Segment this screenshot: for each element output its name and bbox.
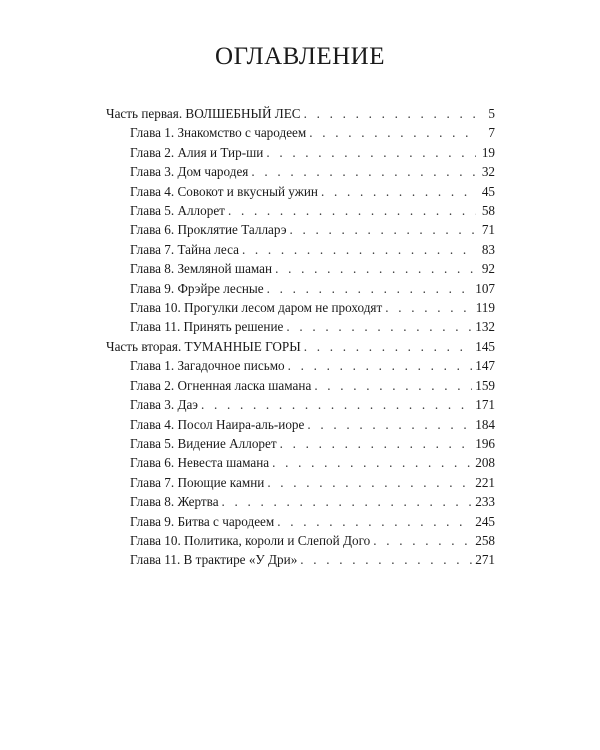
page-number: 196 bbox=[475, 435, 495, 451]
entry-title: Глава 5. Аллорет bbox=[130, 202, 225, 218]
page-number: 92 bbox=[481, 261, 495, 277]
entry-title: Глава 11. В трактире «У Дри» bbox=[130, 552, 298, 568]
toc-chapter-entry[interactable] bbox=[106, 473, 495, 492]
toc-chapter-entry[interactable] bbox=[106, 298, 495, 317]
page-number: 159 bbox=[475, 377, 495, 393]
dot-leader bbox=[242, 240, 476, 259]
dot-leader bbox=[267, 279, 473, 298]
page-number: 7 bbox=[488, 125, 495, 141]
dot-leader bbox=[309, 123, 476, 142]
entry-title: Глава 9. Фрэйре лесные bbox=[130, 280, 264, 296]
dot-leader bbox=[286, 317, 472, 336]
page-number: 208 bbox=[475, 455, 495, 471]
entry-title: Глава 10. Прогулки лесом даром не проходят bbox=[130, 299, 383, 315]
entry-title: Глава 4. Совокот и вкусный ужин bbox=[130, 183, 318, 199]
page-number: 171 bbox=[475, 397, 495, 413]
entry-title: Глава 4. Посол Наира-аль-иоре bbox=[130, 416, 305, 432]
entry-title: Глава 11. Принять решение bbox=[130, 319, 284, 335]
entry-title: Глава 5. Видение Аллорет bbox=[130, 435, 277, 451]
toc-chapter-entry[interactable] bbox=[106, 531, 495, 550]
toc-part-heading[interactable] bbox=[106, 104, 495, 123]
dot-leader bbox=[228, 201, 476, 220]
toc-chapter-entry[interactable] bbox=[106, 259, 495, 278]
dot-leader bbox=[300, 550, 472, 569]
entry-title: Глава 8. Земляной шаман bbox=[130, 261, 273, 277]
page-number: 132 bbox=[475, 319, 495, 335]
entry-title: Глава 10. Политика, короли и Слепой Дого bbox=[130, 532, 371, 548]
toc-chapter-entry[interactable] bbox=[106, 240, 495, 259]
dot-leader bbox=[251, 162, 476, 181]
page-number: 221 bbox=[475, 474, 495, 490]
toc-chapter-entry[interactable] bbox=[106, 376, 495, 395]
toc-chapter-entry[interactable] bbox=[106, 356, 495, 375]
dot-leader bbox=[314, 376, 472, 395]
entry-title: Глава 1. Загадочное письмо bbox=[130, 358, 285, 374]
dot-leader bbox=[321, 182, 476, 201]
page-number: 145 bbox=[475, 339, 495, 354]
dot-leader bbox=[222, 492, 473, 511]
dot-leader bbox=[275, 259, 476, 278]
toc-chapter-entry[interactable] bbox=[106, 123, 495, 142]
dot-leader bbox=[267, 473, 472, 492]
page-number: 58 bbox=[481, 202, 495, 218]
entry-title: Глава 3. Дом чародея bbox=[130, 164, 249, 180]
page-number: 71 bbox=[481, 222, 495, 238]
dot-leader bbox=[201, 395, 472, 414]
entry-title: Глава 7. Тайна леса bbox=[130, 241, 239, 257]
toc-chapter-entry[interactable] bbox=[106, 453, 495, 472]
dot-leader bbox=[385, 298, 472, 317]
dot-leader bbox=[307, 415, 472, 434]
page-number: 245 bbox=[475, 513, 495, 529]
dot-leader bbox=[280, 434, 473, 453]
page-number: 233 bbox=[475, 494, 495, 510]
page-number: 83 bbox=[481, 241, 495, 257]
toc-chapter-entry[interactable] bbox=[106, 201, 495, 220]
page-number: 184 bbox=[475, 416, 495, 432]
toc-chapter-entry[interactable] bbox=[106, 434, 495, 453]
entry-title: Глава 6. Невеста шамана bbox=[130, 455, 270, 471]
entry-title: Глава 7. Поющие камни bbox=[130, 474, 265, 490]
toc-chapter-entry[interactable] bbox=[106, 220, 495, 239]
entry-title: Часть первая. ВОЛШЕБНЫЙ ЛЕС bbox=[106, 106, 301, 121]
dot-leader bbox=[304, 337, 472, 356]
toc-chapter-entry[interactable] bbox=[106, 512, 495, 531]
toc-chapter-entry[interactable] bbox=[106, 279, 495, 298]
page-number: 45 bbox=[481, 183, 495, 199]
toc-chapter-entry[interactable] bbox=[106, 395, 495, 414]
entry-title: Глава 1. Знакомство с чародеем bbox=[130, 125, 307, 141]
dot-leader bbox=[304, 104, 476, 123]
toc-chapter-entry[interactable] bbox=[106, 162, 495, 181]
page-number: 271 bbox=[475, 552, 495, 568]
page-number: 258 bbox=[475, 532, 495, 548]
dot-leader bbox=[266, 143, 476, 162]
toc-chapter-entry[interactable] bbox=[106, 415, 495, 434]
page-number: 19 bbox=[481, 144, 495, 160]
entry-title: Глава 9. Битва с чародеем bbox=[130, 513, 275, 529]
dot-leader bbox=[373, 531, 472, 550]
dot-leader bbox=[272, 453, 472, 472]
toc-chapter-entry[interactable] bbox=[106, 182, 495, 201]
page-number: 32 bbox=[481, 164, 495, 180]
entry-title: Глава 3. Даэ bbox=[130, 397, 198, 413]
entry-title: Глава 6. Проклятие Талларэ bbox=[130, 222, 287, 238]
dot-leader bbox=[290, 220, 477, 239]
dot-leader bbox=[288, 356, 473, 375]
toc-chapter-entry[interactable] bbox=[106, 550, 495, 569]
toc-chapter-entry[interactable] bbox=[106, 317, 495, 336]
toc-chapter-entry[interactable] bbox=[106, 143, 495, 162]
entry-title: Глава 2. Алия и Тир-ши bbox=[130, 144, 264, 160]
entry-title: Глава 8. Жертва bbox=[130, 494, 219, 510]
page-number: 107 bbox=[475, 280, 495, 296]
page-number: 119 bbox=[475, 299, 495, 315]
dot-leader bbox=[277, 512, 472, 531]
toc-part-1 bbox=[106, 104, 495, 337]
page-number: 147 bbox=[475, 358, 495, 374]
toc-part-2 bbox=[106, 337, 495, 570]
entry-title: Часть вторая. ТУМАННЫЕ ГОРЫ bbox=[106, 339, 301, 354]
toc-part-heading[interactable] bbox=[106, 337, 495, 356]
page-title: ОГЛАВЛЕНИЕ bbox=[215, 43, 385, 70]
entry-title: Глава 2. Огненная ласка шамана bbox=[130, 377, 312, 393]
toc-chapter-entry[interactable] bbox=[106, 492, 495, 511]
page-number: 5 bbox=[488, 106, 495, 121]
